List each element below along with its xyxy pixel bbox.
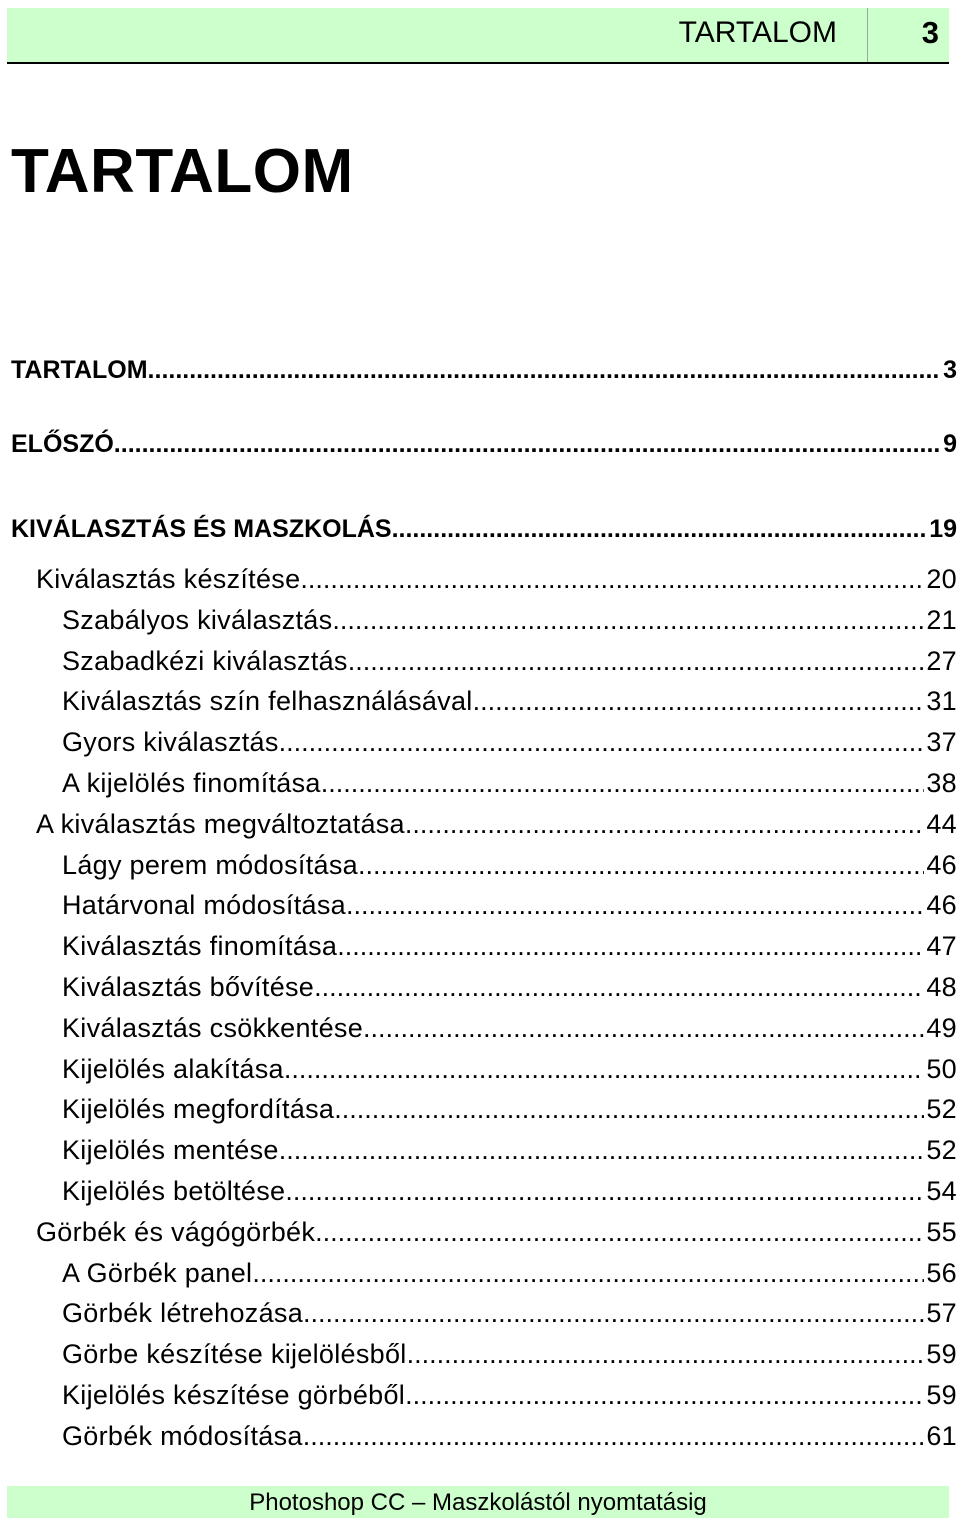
toc-entry-label: Kiválasztás finomítása bbox=[62, 931, 338, 962]
toc-entry-label: Kijelölés betöltése bbox=[62, 1176, 286, 1206]
toc-entry-page-number: 49 bbox=[926, 1012, 957, 1043]
running-header-title: TARTALOM bbox=[678, 16, 837, 49]
toc-entry-page-number: 55 bbox=[926, 1216, 957, 1247]
toc-entry-label: Kiválasztás csökkentése bbox=[62, 1012, 364, 1043]
toc-entry-label: Görbe készítése kijelölésből bbox=[62, 1339, 407, 1370]
toc-entry-label: Kijelölés készítése görbéből bbox=[62, 1380, 406, 1410]
toc-entry[interactable] bbox=[62, 643, 957, 679]
toc-entry-label: KIVÁLASZTÁS ÉS MASZKOLÁS bbox=[11, 515, 392, 543]
toc-entry-page-number: 50 bbox=[926, 1053, 957, 1084]
toc-entry[interactable] bbox=[62, 1255, 957, 1291]
toc-dot-leader bbox=[303, 1295, 924, 1331]
toc-dot-leader bbox=[337, 928, 924, 964]
toc-entry[interactable] bbox=[62, 969, 957, 1005]
toc-dot-leader bbox=[303, 1418, 925, 1454]
toc-dot-leader bbox=[334, 1091, 924, 1127]
toc-entry-page-number: 59 bbox=[926, 1339, 957, 1370]
toc-entry-page-number: 20 bbox=[926, 564, 957, 594]
toc-entry-label: Görbék létrehozása bbox=[62, 1298, 304, 1329]
toc-entry-page-number: 59 bbox=[926, 1380, 957, 1410]
toc-entry[interactable] bbox=[62, 1132, 957, 1168]
toc-entry-page-number: 31 bbox=[926, 686, 957, 717]
toc-entry-label: Kiválasztás bővítése bbox=[62, 972, 315, 1002]
toc-entry-label: Kijelölés mentése bbox=[62, 1135, 279, 1166]
toc-entry-page-number: 52 bbox=[926, 1094, 957, 1125]
toc-dot-leader bbox=[473, 683, 925, 719]
toc-entry-label: Kijelölés alakítása bbox=[62, 1053, 284, 1084]
toc-entry-label: Szabályos kiválasztás bbox=[62, 604, 333, 635]
header-page-number: 3 bbox=[921, 15, 939, 50]
toc-entry[interactable] bbox=[62, 1336, 957, 1372]
toc-dot-leader bbox=[321, 765, 925, 801]
toc-entry[interactable] bbox=[62, 1091, 957, 1127]
toc-dot-leader bbox=[279, 1132, 925, 1168]
toc-entry[interactable] bbox=[62, 887, 957, 923]
toc-entry[interactable] bbox=[36, 806, 957, 842]
toc-entry-label: TARTALOM bbox=[11, 356, 148, 384]
toc-entry-label: Görbék és vágógörbék bbox=[36, 1216, 316, 1247]
toc-entry[interactable] bbox=[62, 928, 957, 964]
toc-entry-page-number: 44 bbox=[926, 808, 957, 839]
toc-entry-label: ELŐSZÓ bbox=[11, 430, 114, 458]
toc-entry-page-number: 38 bbox=[926, 768, 957, 798]
toc-entry-page-number: 56 bbox=[926, 1257, 957, 1288]
toc-entry[interactable] bbox=[11, 352, 957, 388]
toc-dot-leader bbox=[363, 1010, 924, 1046]
running-header bbox=[7, 8, 949, 64]
toc-entry[interactable] bbox=[11, 426, 957, 462]
toc-dot-leader bbox=[284, 1051, 925, 1087]
toc-dot-leader bbox=[314, 969, 924, 1005]
toc-entry-page-number: 3 bbox=[943, 356, 957, 384]
toc-entry-label: Kijelölés megfordítása bbox=[62, 1094, 335, 1125]
running-footer: Photoshop CC – Maszkolástól nyomtatásig bbox=[7, 1486, 949, 1518]
toc-dot-leader bbox=[405, 1377, 924, 1413]
toc-entry-page-number: 52 bbox=[926, 1135, 957, 1166]
toc-dot-leader bbox=[392, 511, 928, 547]
toc-entry-page-number: 19 bbox=[929, 515, 957, 543]
toc-entry[interactable] bbox=[62, 1418, 957, 1454]
toc-dot-leader bbox=[358, 847, 924, 883]
toc-dot-leader bbox=[348, 643, 925, 679]
toc-entry-page-number: 21 bbox=[926, 604, 957, 635]
toc-entry-label: Szabadkézi kiválasztás bbox=[62, 645, 348, 676]
toc-entry[interactable] bbox=[62, 724, 957, 760]
toc-entry-page-number: 27 bbox=[926, 645, 957, 676]
toc-entry-label: A Görbék panel bbox=[62, 1257, 253, 1288]
toc-entry-label: Lágy perem módosítása bbox=[62, 849, 358, 880]
toc-entry-page-number: 47 bbox=[926, 931, 957, 962]
toc-dot-leader bbox=[407, 1336, 925, 1372]
toc-entry-page-number: 46 bbox=[926, 849, 957, 880]
toc-entry[interactable] bbox=[62, 847, 957, 883]
toc-dot-leader bbox=[148, 352, 942, 388]
toc-entry-label: A kiválasztás megváltoztatása bbox=[36, 808, 405, 839]
toc-dot-leader bbox=[332, 602, 924, 638]
toc-entry[interactable] bbox=[36, 1214, 957, 1250]
toc-entry-label: Kiválasztás szín felhasználásával bbox=[62, 686, 473, 717]
toc-dot-leader bbox=[346, 887, 924, 923]
toc-entry[interactable] bbox=[36, 561, 957, 597]
toc-entry-page-number: 37 bbox=[926, 727, 957, 758]
toc-entry[interactable] bbox=[62, 1295, 957, 1331]
toc-dot-leader bbox=[285, 1173, 924, 1209]
toc-entry[interactable] bbox=[62, 1051, 957, 1087]
toc-entry[interactable] bbox=[62, 1173, 957, 1209]
toc-entry[interactable] bbox=[62, 1010, 957, 1046]
toc-entry[interactable] bbox=[11, 511, 957, 547]
toc-entry-label: A kijelölés finomítása bbox=[62, 768, 321, 798]
toc-dot-leader bbox=[405, 806, 924, 842]
page-title: TARTALOM bbox=[11, 137, 354, 206]
toc-entry-page-number: 9 bbox=[943, 430, 957, 458]
toc-dot-leader bbox=[114, 426, 941, 462]
toc-entry[interactable] bbox=[62, 765, 957, 801]
toc-entry-label: Határvonal módosítása bbox=[62, 890, 346, 921]
toc-entry-page-number: 54 bbox=[926, 1176, 957, 1206]
toc-entry-label: Kiválasztás készítése bbox=[36, 564, 301, 594]
toc-entry[interactable] bbox=[62, 602, 957, 638]
toc-entry-page-number: 48 bbox=[926, 972, 957, 1002]
toc-dot-leader bbox=[279, 724, 925, 760]
toc-entry[interactable] bbox=[62, 683, 957, 719]
toc-entry-page-number: 46 bbox=[926, 890, 957, 921]
toc-entry-page-number: 61 bbox=[926, 1420, 957, 1451]
toc-entry-label: Gyors kiválasztás bbox=[62, 727, 279, 758]
toc-dot-leader bbox=[300, 561, 924, 597]
toc-dot-leader bbox=[252, 1255, 924, 1291]
toc-entry-page-number: 57 bbox=[926, 1298, 957, 1329]
toc-entry-label: Görbék módosítása bbox=[62, 1420, 303, 1451]
toc-entry[interactable] bbox=[62, 1377, 957, 1413]
toc-dot-leader bbox=[315, 1214, 924, 1250]
